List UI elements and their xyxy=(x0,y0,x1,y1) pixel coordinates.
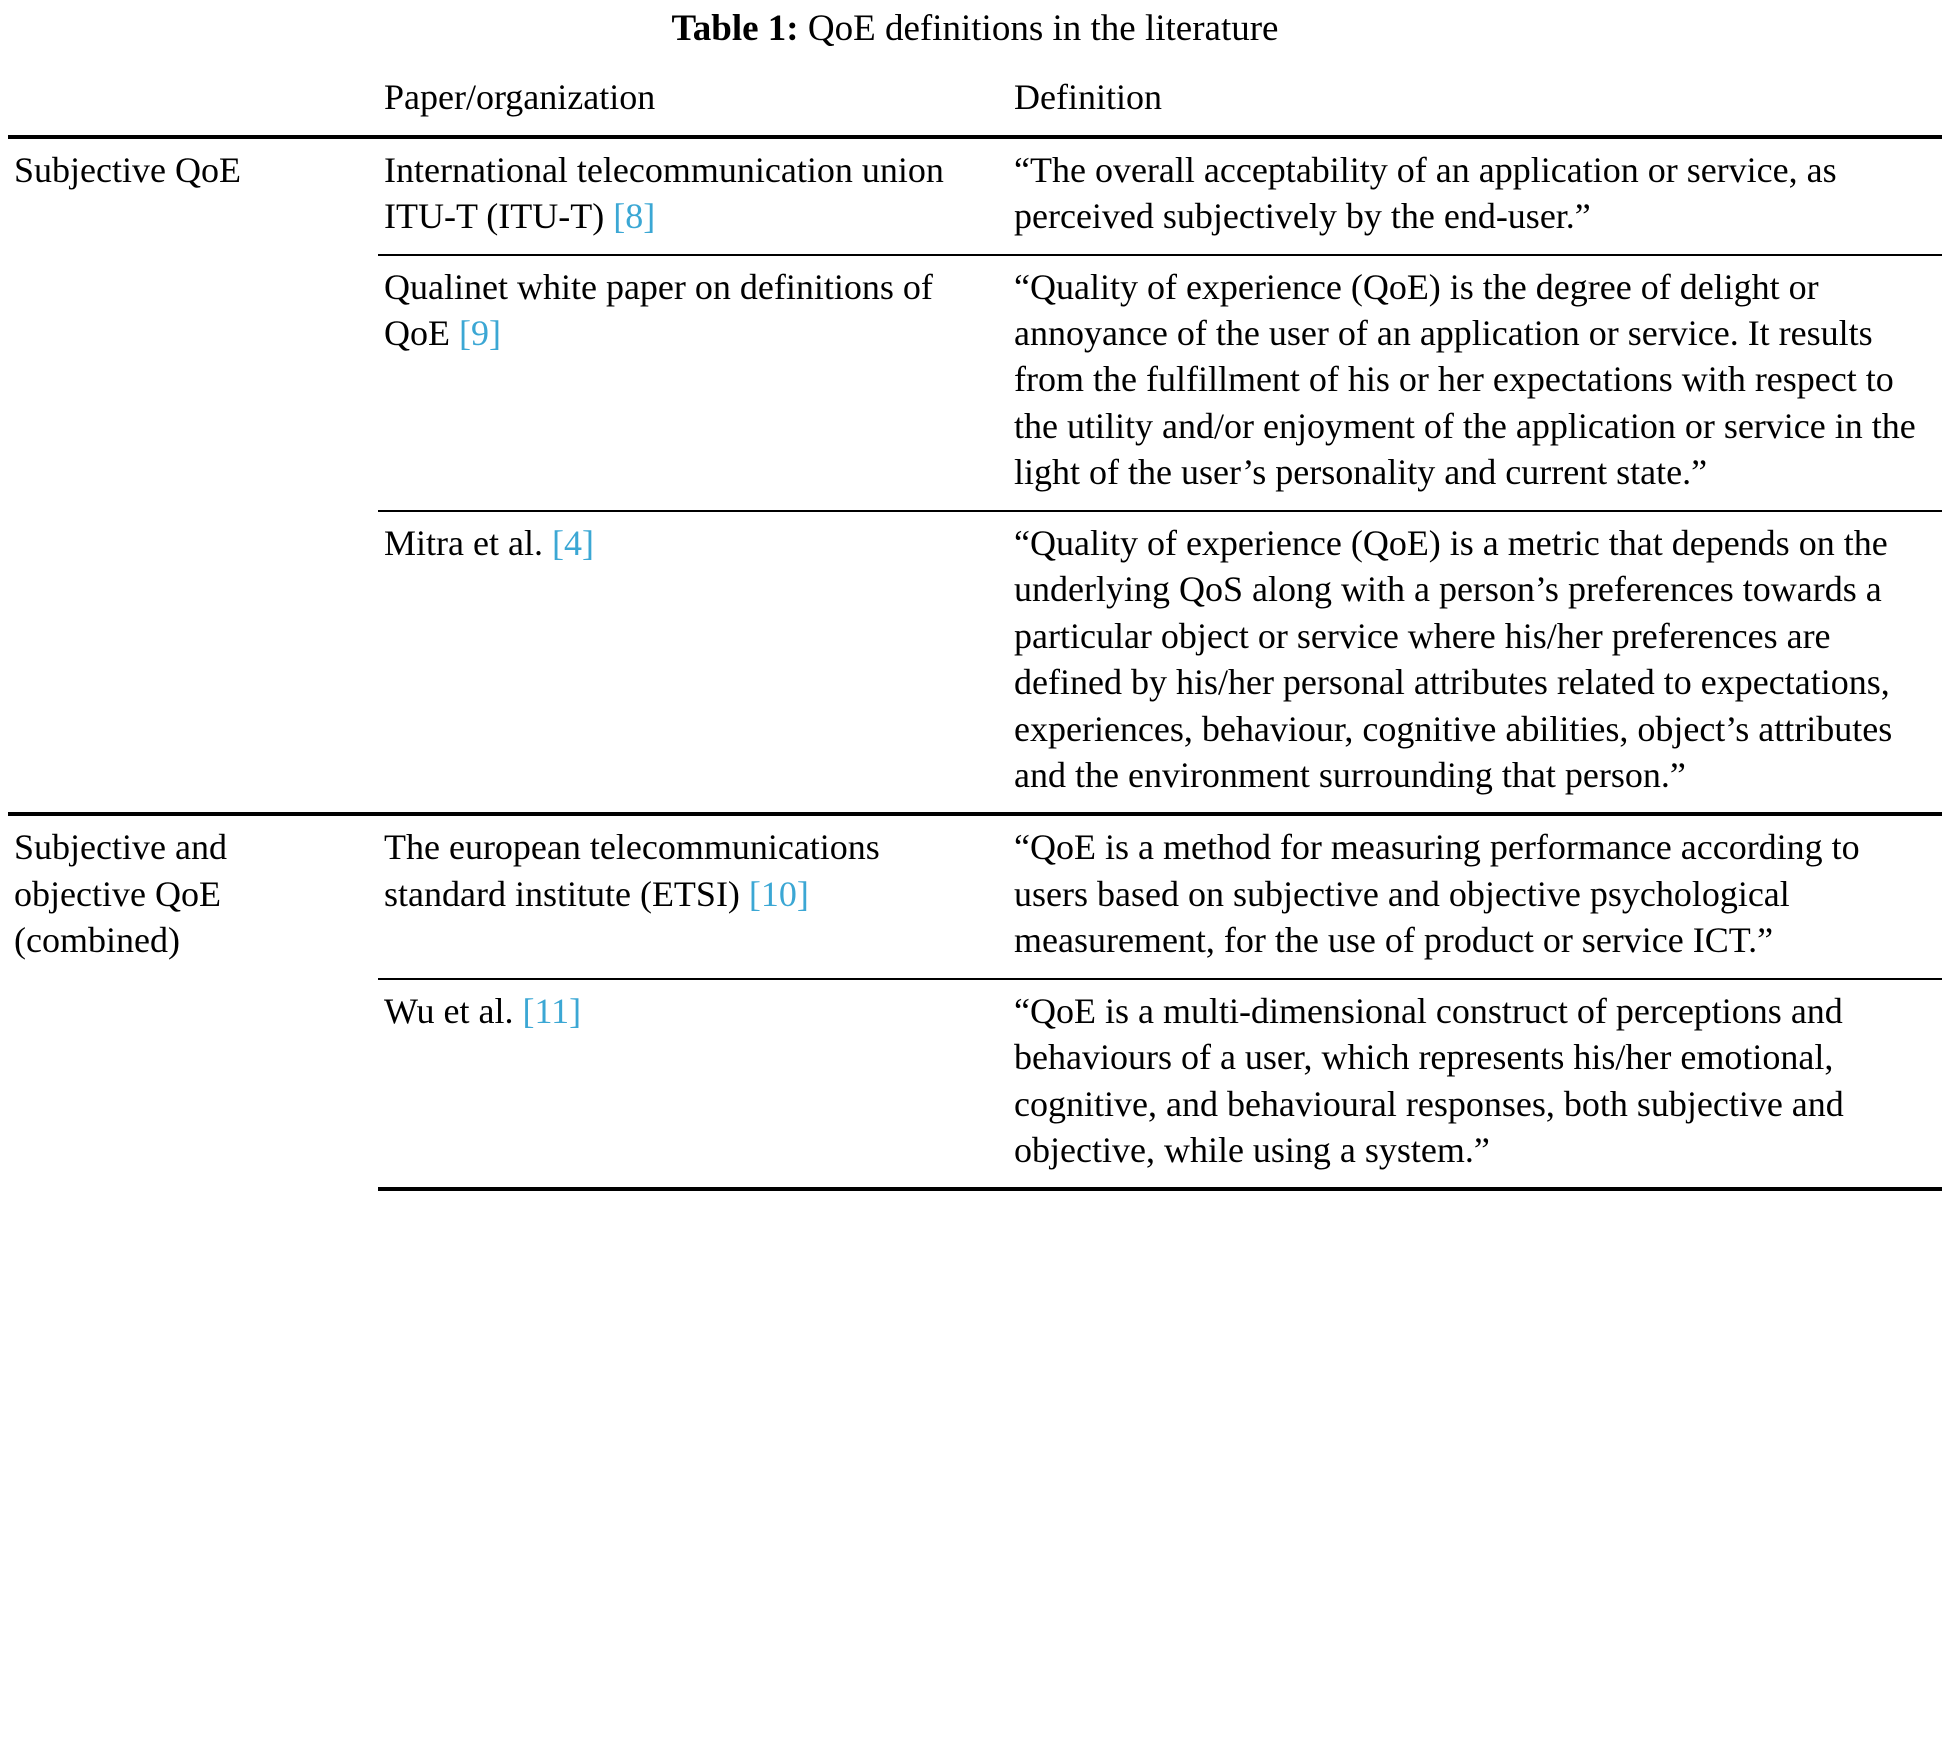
paper-cell xyxy=(378,255,1008,511)
definition-cell: “Quality of experience (QoE) is a metric that depends on the underlying QoS along with a person’s preferences towards a particular object or service where his/her preferences are defined by his/her personal attributes related to expectations, experiences, behaviour, cognitive abilities, object’s attributes and the environment surrounding that person.” xyxy=(1008,511,1942,815)
reference-link[interactable]: [11] xyxy=(522,990,582,1031)
definition-cell: “QoE is a method for measuring performance according to users based on subjective and objective psychological measurement, for the use of product or service ICT.” xyxy=(1008,814,1942,978)
paper-cell xyxy=(378,979,1008,1190)
column-header-paper: Paper/organization xyxy=(384,77,656,118)
paper-cell xyxy=(378,511,1008,815)
table-row xyxy=(8,814,1942,978)
table-caption xyxy=(8,0,1942,66)
qoe-definitions-table xyxy=(8,66,1942,1191)
column-header-group xyxy=(8,66,378,136)
reference-link[interactable]: [4] xyxy=(551,522,594,563)
table-caption-text: QoE definitions in the literature xyxy=(807,8,1279,49)
column-header-definition: Definition xyxy=(1014,77,1162,118)
paper-text: International telecommunication union ITU-T (ITU-T) xyxy=(384,149,944,237)
definition-cell: “The overall acceptability of an application or service, as perceived subjectively by the end-user.” xyxy=(1008,137,1942,255)
reference-link[interactable]: [10] xyxy=(748,873,809,914)
paper-text: The european telecommunications standard institute (ETSI) xyxy=(384,827,880,914)
reference-link[interactable]: [9] xyxy=(459,313,501,353)
paper-text: Mitra et al. xyxy=(384,522,552,563)
paper-text: Qualinet white paper on definitions of QoE xyxy=(384,266,933,353)
reference-link[interactable]: [8] xyxy=(613,196,656,237)
table-row xyxy=(8,137,1942,255)
group-label-combined: Subjective and objective QoE (combined) xyxy=(8,814,378,1189)
paper-text: Wu et al. xyxy=(384,990,523,1031)
definition-cell: “Quality of experience (QoE) is the degree of delight or annoyance of the user of an application or service. It results from the fulfillment of his or her expectations with respect to the utility and/or enjoyment of the application or service in the light of the user’s personality and current state.” xyxy=(1008,255,1942,511)
definition-cell: “QoE is a multi-dimensional construct of perceptions and behaviours of a user, which represents his/her emotional, cognitive, and behavioural responses, both subjective and objective, while using a system.” xyxy=(1008,979,1942,1190)
paper-cell xyxy=(378,137,1008,255)
paper-cell xyxy=(378,814,1008,978)
group-label-subjective: Subjective QoE xyxy=(8,137,378,815)
table-caption-label: Table 1: xyxy=(671,8,799,49)
table-header-row xyxy=(8,66,1942,136)
